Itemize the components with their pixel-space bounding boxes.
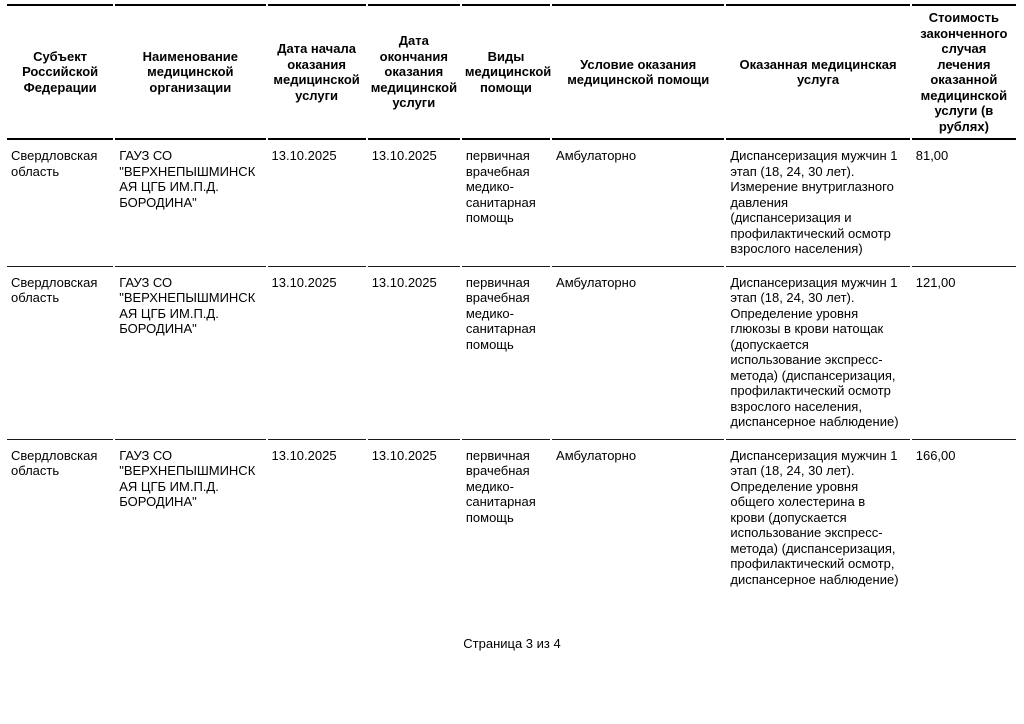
cell-start-date: 13.10.2025 [268, 140, 366, 267]
cell-care-condition: Амбулаторно [552, 267, 724, 440]
cell-organization: ГАУЗ СО "ВЕРХНЕПЫШМИНСКАЯ ЦГБ ИМ.П.Д. БОРОДИНА" [115, 140, 265, 267]
col-header-region: Субъект Российской Федерации [7, 4, 113, 140]
cell-cost: 81,00 [912, 140, 1016, 267]
table-row [7, 267, 1016, 440]
col-header-care-condition: Условие оказания медицинской помощи [552, 4, 724, 140]
table-row [7, 440, 1016, 597]
cell-end-date: 13.10.2025 [368, 267, 460, 440]
cell-region: Свердловская область [11, 447, 98, 478]
cell-service: Диспансеризация мужчин 1 этап (18, 24, 30 лет). Определение уровня общего холестерина в крови (допускается использование экспресс-метода) (диспансеризация, профилактический осмотр, диспансерное наблюдение) [730, 447, 899, 587]
col-header-start-date: Дата начала оказания медицинской услуги [268, 4, 366, 140]
cell-care-type: первичная врачебная медико-санитарная помощь [465, 447, 536, 525]
medical-services-table [5, 4, 1018, 596]
col-header-end-date: Дата окончания оказания медицинской услуги [368, 4, 460, 140]
cell-start-date: 13.10.2025 [268, 267, 366, 440]
col-header-service: Оказанная медицинская услуга [726, 4, 909, 140]
col-header-care-type: Виды медицинской помощи [462, 4, 550, 140]
cell-end-date: 13.10.2025 [371, 447, 437, 463]
cell-cost: 166,00 [915, 447, 956, 463]
cell-organization: ГАУЗ СО "ВЕРХНЕПЫШМИНСКАЯ ЦГБ ИМ.П.Д. БОРОДИНА" [119, 447, 256, 509]
page-number: Страница 3 из 4 [463, 636, 561, 651]
cell-organization: ГАУЗ СО "ВЕРХНЕПЫШМИНСКАЯ ЦГБ ИМ.П.Д. БОРОДИНА" [115, 267, 265, 440]
cell-cost: 121,00 [912, 267, 1016, 440]
cell-region: Свердловская область [7, 140, 113, 267]
cell-region: Свердловская область [7, 267, 113, 440]
cell-end-date: 13.10.2025 [368, 140, 460, 267]
col-header-cost: Стоимость законченного случая лечения оказанной медицинской услуги (в рублях) [912, 4, 1016, 140]
cell-start-date: 13.10.2025 [271, 447, 337, 463]
table-row [7, 140, 1016, 267]
table-header-row [7, 4, 1016, 140]
cell-care-condition: Амбулаторно [556, 447, 637, 463]
cell-care-condition: Амбулаторно [552, 140, 724, 267]
cell-service: Диспансеризация мужчин 1 этап (18, 24, 30 лет). Измерение внутриглазного давления (диспансеризация и профилактический осмотр взрослого населения) [726, 140, 909, 267]
cell-care-type: первичная врачебная медико-санитарная помощь [462, 267, 550, 440]
cell-care-type: первичная врачебная медико-санитарная помощь [462, 140, 550, 267]
cell-service: Диспансеризация мужчин 1 этап (18, 24, 30 лет). Определение уровня глюкозы в крови натощак (допускается использование экспресс-метода) (диспансеризация, профилактический осмотр взрослого населения, диспансерное наблюдение) [726, 267, 909, 440]
col-header-organization: Наименование медицинской организации [115, 4, 265, 140]
